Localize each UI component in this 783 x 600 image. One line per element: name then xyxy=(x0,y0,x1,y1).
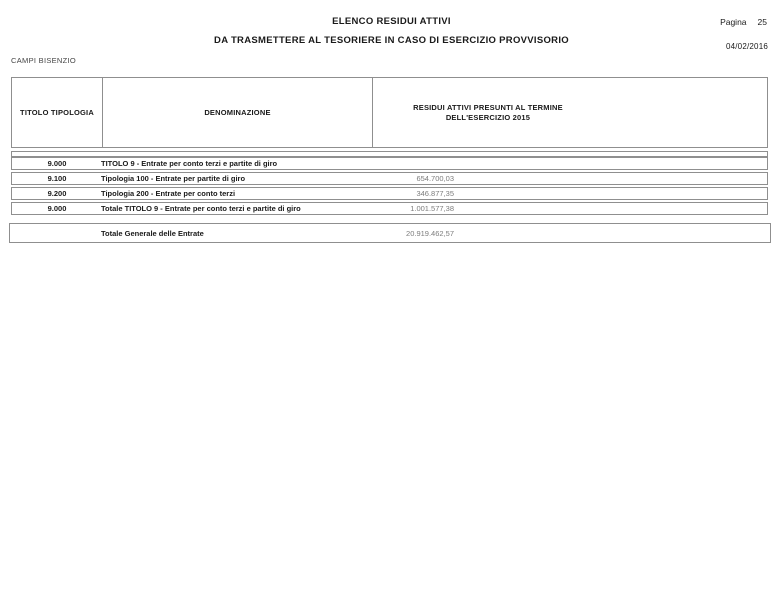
row-label: Tipologia 100 - Entrate per partite di giro xyxy=(101,174,246,183)
header-cell-denominazione: DENOMINAZIONE xyxy=(204,108,271,117)
header-residui-line2: DELL'ESERCIZIO 2015 xyxy=(445,112,531,122)
header-residui-line1: RESIDUI ATTIVI PRESUNTI AL TERMINE xyxy=(413,102,563,112)
header-cell-residui-attivi xyxy=(373,78,603,147)
row-code: 9.000 xyxy=(47,159,67,168)
total-label: Totale Generale delle Entrate xyxy=(101,228,204,238)
row-amount: 1.001.577,38 xyxy=(410,204,454,213)
report-title: ELENCO RESIDUI ATTIVI xyxy=(332,16,451,27)
table-row xyxy=(11,202,768,215)
entity-name: CAMPI BISENZIO xyxy=(11,56,77,65)
report-date: 04/02/2016 xyxy=(725,42,768,51)
total-amount: 20.919.462,57 xyxy=(406,228,454,238)
row-code: 9.200 xyxy=(47,189,67,198)
row-label: Totale TITOLO 9 - Entrate per conto terzi e partite di giro xyxy=(101,204,301,213)
row-label: TITOLO 9 - Entrate per conto terzi e partite di giro xyxy=(101,159,278,168)
grand-total-row xyxy=(9,223,771,243)
page-label: Pagina xyxy=(720,17,747,27)
table-row xyxy=(11,187,768,200)
table-header-row xyxy=(11,77,768,148)
page-number: 25 xyxy=(757,17,767,27)
row-amount: 654.700,03 xyxy=(416,174,454,183)
row-code: 9.000 xyxy=(47,204,67,213)
report-subtitle: DA TRASMETTERE AL TESORIERE IN CASO DI ESERCIZIO PROVVISORIO xyxy=(214,35,569,46)
page-indicator xyxy=(720,17,767,27)
row-label: Tipologia 200 - Entrate per conto terzi xyxy=(101,189,236,198)
header-cell-titolo-tipologia: TITOLO TIPOLOGIA xyxy=(20,108,94,117)
row-amount: 346.877,35 xyxy=(416,189,454,198)
table-row xyxy=(11,172,768,185)
table-row xyxy=(11,157,768,170)
row-code: 9.100 xyxy=(47,174,67,183)
